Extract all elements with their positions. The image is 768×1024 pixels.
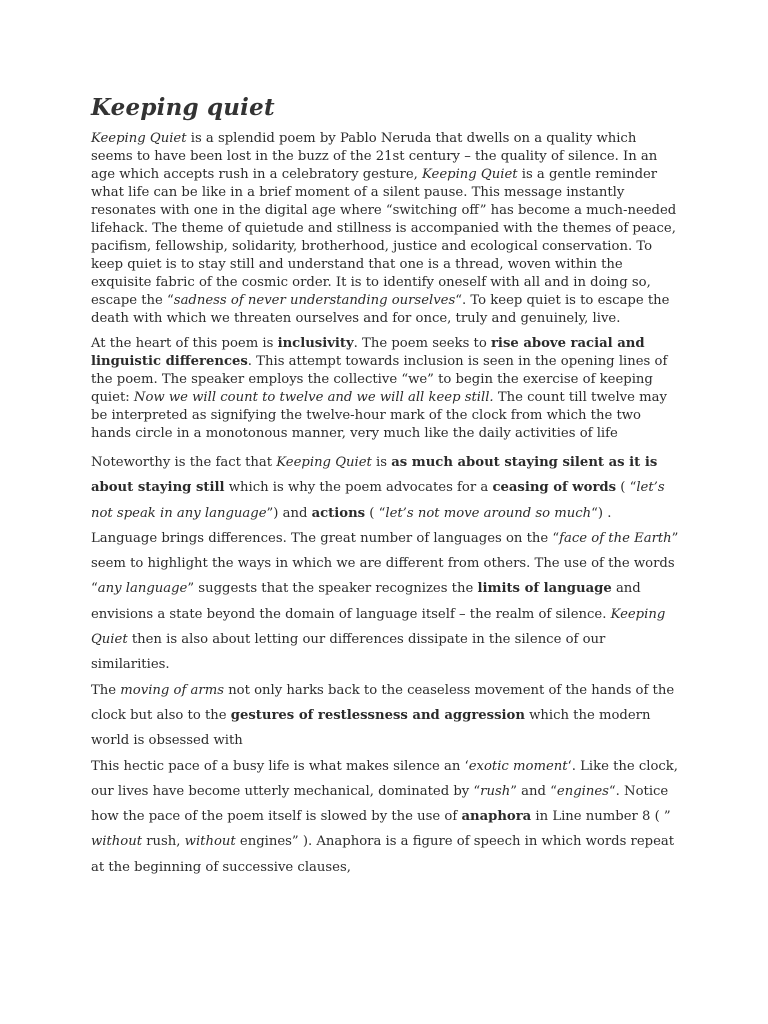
italic-text: Keeping Quiet: [91, 606, 666, 648]
body-text: then is also about letting our differences dissipate in the silence of our similarities.: [91, 632, 606, 673]
paragraph-inclusivity: [91, 335, 681, 443]
document-page: [91, 94, 681, 880]
body-text: not only harks back to the ceaseless movement of the hands of the clock but also to the: [91, 682, 675, 723]
body-text: ( “: [616, 480, 637, 496]
bold-text: gestures of restlessness and aggression: [230, 707, 525, 723]
italic-text: Keeping Quiet: [276, 455, 372, 470]
body-text: and envisions a state beyond the domain of language itself – the realm of silence.: [91, 581, 641, 622]
italic-text: engines: [556, 783, 609, 799]
bold-text: limits of language: [477, 581, 612, 597]
body-text: ” and “: [510, 783, 557, 799]
italic-text: Keeping Quiet: [91, 131, 187, 146]
italic-text: any language: [97, 581, 188, 597]
paragraph-anaphora: [91, 754, 681, 880]
body-text: is a splendid poem by Pablo Neruda that dwells on a quality which seems to have been lost in the buzz of the 21st century – the quality of silence. In an age which accepts rush in a celebratory gesture,: [91, 131, 658, 182]
body-text: engines” ). Anaphora is a figure of speech in which words repeat at the beginning of successive clauses,: [91, 834, 675, 875]
body-text: . This attempt towards inclusion is seen in the opening lines of the poem. The speaker employs the collective “we” to begin the exercise of keeping quiet:: [91, 354, 668, 405]
body-text: which the modern world is obsessed with: [91, 707, 651, 749]
body-text: in Line number 8 ( ”: [531, 809, 671, 825]
body-text: At the heart of this poem is: [91, 336, 278, 351]
body-text: “) . Language brings differences. The great number of languages on the “: [91, 505, 612, 546]
body-text: ‘. Like the clock, our lives have become utterly mechanical, dominated by “: [91, 758, 678, 799]
italic-text: let’s not move around so much: [385, 505, 592, 521]
document-title: Keeping quiet: [91, 94, 275, 121]
italic-text: Keeping Quiet: [422, 167, 518, 182]
body-text: The count till twelve may be interpreted as signifying the twelve-hour mark of the clock from which the two hands circle in a monotonous manner, very much like the daily activities of life: [91, 390, 667, 441]
italic-text: without: [91, 834, 143, 850]
paragraph-silence-and-stillness: [91, 450, 681, 678]
italic-text: sadness of never understanding ourselves: [173, 293, 456, 308]
body-text: “. To keep quiet is to escape the death with which we threaten ourselves and for once, truly and genuinely, live.: [91, 293, 670, 326]
body-text: ”) and: [266, 505, 312, 521]
body-text: Noteworthy is the fact that: [91, 455, 277, 470]
body-text: rush,: [142, 834, 185, 850]
body-text: This hectic pace of a busy life is what makes silence an ‘: [91, 758, 469, 774]
body-text: “. Notice how the pace of the poem itself is slowed by the use of: [91, 783, 669, 825]
body-text: which is why the poem advocates for a: [224, 480, 493, 496]
bold-text: rise above racial and linguistic differences: [91, 336, 645, 369]
body-text: The: [91, 682, 121, 698]
bold-text: inclusivity: [277, 336, 354, 351]
italic-text: let’s not speak in any language: [91, 480, 665, 521]
bold-text: as much about staying silent as it is about staying still: [91, 455, 658, 496]
bold-text: ceasing of words: [492, 480, 617, 496]
italic-text: without: [184, 834, 236, 850]
body-text: is a gentle reminder what life can be like in a brief moment of a silent pause. This message instantly resonates with one in the digital age where “switching off” has become a much-needed lifehack. The theme of quietude and stillness is accompanied with the themes of peace, pacifism, fellowship, solidarity, brotherhood, justice and ecological conservation. To keep quiet is to stay still and understand that one is a thread, woven within the exquisite fabric of the cosmic order. It is to identify oneself with all and in doing so, escape the “: [91, 167, 677, 308]
italic-text: face of the Earth: [559, 530, 672, 546]
body-text: . The poem seeks to: [353, 336, 491, 351]
body-text: ” seem to highlight the ways in which we are different from others. The use of the words “: [91, 530, 679, 597]
body-text: ” suggests that the speaker recognizes the: [187, 581, 478, 597]
italic-text: Now we will count to twelve and we will all keep still.: [133, 390, 494, 405]
body-text: ( “: [365, 505, 386, 521]
paragraph-moving-of-arms: [91, 678, 681, 754]
paragraph-intro: [91, 130, 681, 328]
italic-text: moving of arms: [120, 682, 224, 698]
italic-text: rush: [480, 783, 511, 799]
body-text: is: [371, 455, 392, 470]
italic-text: exotic moment: [468, 758, 568, 774]
bold-text: anaphora: [461, 809, 532, 825]
bold-text: actions: [311, 505, 366, 521]
